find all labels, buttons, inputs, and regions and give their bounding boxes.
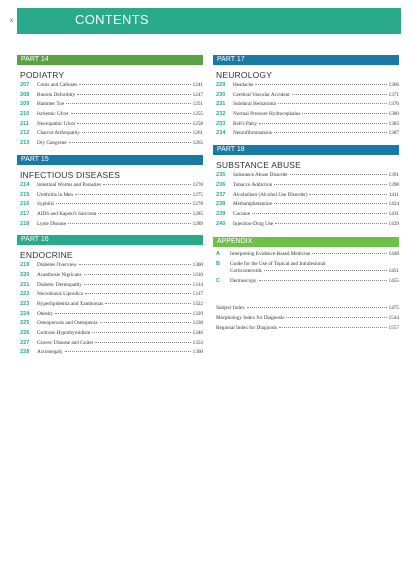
chapter-title: AIDS and Kaposi's Sarcoma bbox=[37, 210, 97, 217]
dot-leader bbox=[105, 303, 190, 304]
part-bar: PART 18 bbox=[213, 145, 399, 155]
dot-leader bbox=[82, 132, 191, 133]
chapter-number: 208 bbox=[20, 91, 30, 98]
section-heading: PODIATRY bbox=[20, 70, 65, 80]
dot-leader bbox=[56, 203, 191, 204]
dot-leader bbox=[79, 264, 191, 265]
page-number: 1387 bbox=[388, 130, 399, 137]
dot-leader bbox=[84, 274, 191, 275]
left-column bbox=[17, 50, 203, 359]
dot-leader bbox=[309, 194, 386, 195]
dot-leader bbox=[65, 351, 191, 352]
page-number: 1411 bbox=[388, 191, 399, 198]
page-number: 1270 bbox=[192, 181, 203, 188]
toc-entry[interactable] bbox=[17, 130, 203, 140]
chapter-number: 235 bbox=[216, 172, 226, 179]
page-number: 1278 bbox=[192, 201, 203, 208]
page-number: 1380 bbox=[388, 111, 399, 118]
dot-leader bbox=[92, 332, 190, 333]
toc-entry[interactable] bbox=[17, 311, 203, 321]
chapter-title: Graves' Disease and Goiter bbox=[37, 339, 94, 346]
page-number: 1251 bbox=[192, 101, 203, 108]
part-section bbox=[17, 55, 203, 150]
page-number: 1371 bbox=[388, 91, 399, 98]
chapter-title: Alcoholism (Alcohol Use Disorder) bbox=[233, 191, 308, 198]
right-column bbox=[213, 50, 399, 335]
chapter-number: 226 bbox=[20, 330, 30, 337]
chapter-title: Necrobiosis Lipoidica bbox=[37, 291, 83, 298]
part-bar: PART 17 bbox=[213, 55, 399, 65]
page-number: 1353 bbox=[192, 339, 203, 346]
page-number: 1424 bbox=[388, 201, 399, 208]
page-number: 1544 bbox=[388, 315, 399, 322]
chapter-title: Syphilis bbox=[37, 201, 55, 208]
chapter-number: 218 bbox=[20, 220, 30, 227]
part-section bbox=[213, 55, 399, 140]
toc-entry[interactable] bbox=[17, 301, 203, 311]
toc-entry[interactable] bbox=[213, 211, 399, 221]
dot-leader bbox=[275, 223, 386, 224]
chapter-number: 234 bbox=[216, 130, 226, 137]
part-section bbox=[17, 155, 203, 230]
appendix-entry[interactable] bbox=[213, 278, 399, 286]
page-number: 1265 bbox=[192, 140, 203, 147]
toc-entry[interactable] bbox=[213, 111, 399, 121]
toc-entry[interactable] bbox=[17, 282, 203, 292]
chapter-title: Hammer Toe bbox=[37, 101, 65, 108]
dot-leader bbox=[103, 184, 191, 185]
chapter-title: Diabetes Overview bbox=[37, 262, 77, 269]
chapter-title: Ischemic Ulcer bbox=[37, 111, 69, 118]
chapter-title: Diabetic Dermopathy bbox=[37, 281, 82, 288]
dot-leader bbox=[247, 307, 387, 308]
page-number: 1317 bbox=[192, 291, 203, 298]
part-bar: PART 14 bbox=[17, 55, 203, 65]
toc-entry[interactable] bbox=[17, 211, 203, 221]
dot-leader bbox=[302, 113, 386, 114]
page-number: 1557 bbox=[388, 325, 399, 332]
part-bar: PART 15 bbox=[17, 155, 203, 165]
chapter-title: Tobacco Addiction bbox=[233, 181, 273, 188]
page-number: 1247 bbox=[192, 91, 203, 98]
toc-entry[interactable] bbox=[17, 101, 203, 111]
dot-leader bbox=[279, 327, 386, 328]
index-entry[interactable] bbox=[213, 325, 399, 335]
toc-entry[interactable] bbox=[213, 121, 399, 131]
chapter-title: Acromegaly bbox=[37, 349, 63, 356]
appendix-body bbox=[230, 251, 399, 259]
page-number: 1285 bbox=[192, 210, 203, 217]
chapter-title: Dry Gangrene bbox=[37, 140, 67, 147]
appendix-body bbox=[230, 261, 399, 276]
section-heading: SUBSTANCE ABUSE bbox=[216, 160, 302, 171]
appendix-line bbox=[230, 251, 399, 259]
chapter-number: 225 bbox=[20, 320, 30, 327]
appendix-title: Interpreting Evidence-Based Medicine bbox=[230, 251, 311, 258]
dot-leader bbox=[75, 194, 191, 195]
index-entry[interactable] bbox=[213, 315, 399, 325]
page-number: x bbox=[10, 18, 13, 24]
chapter-title: Goitrous Hypothyroidism bbox=[37, 330, 91, 337]
page-number: 1391 bbox=[388, 172, 399, 179]
chapter-number: 215 bbox=[20, 191, 30, 198]
toc-entry[interactable] bbox=[213, 82, 399, 92]
appendix-letter: C bbox=[216, 277, 221, 284]
dot-leader bbox=[69, 142, 191, 143]
chapter-number: 213 bbox=[20, 140, 30, 147]
chapter-number: 238 bbox=[216, 201, 226, 208]
appendix-entry[interactable] bbox=[213, 251, 399, 259]
chapter-number: 228 bbox=[20, 349, 30, 356]
appendix-line bbox=[230, 268, 399, 276]
toc-entry[interactable] bbox=[17, 201, 203, 211]
appendix-title: Guide for the Use of Topical and Intralesional bbox=[230, 260, 326, 267]
chapter-title: Bunion Deformity bbox=[37, 91, 76, 98]
page-number: 1366 bbox=[388, 82, 399, 88]
toc-entry[interactable] bbox=[17, 192, 203, 202]
part-section bbox=[213, 145, 399, 230]
chapter-number: 236 bbox=[216, 181, 226, 188]
toc-entry[interactable] bbox=[17, 291, 203, 301]
appendix-entry[interactable] bbox=[213, 261, 399, 276]
toc-entry[interactable] bbox=[17, 111, 203, 121]
appendix-body bbox=[230, 278, 399, 286]
contents-title: CONTENTS bbox=[75, 12, 149, 27]
chapter-title: Lyme Disease bbox=[37, 220, 67, 227]
index-title: Regional Index for Diagnosis bbox=[216, 325, 278, 332]
page-number: 1431 bbox=[388, 210, 399, 217]
dot-leader bbox=[98, 213, 190, 214]
dot-leader bbox=[286, 317, 386, 318]
toc-entry[interactable] bbox=[17, 121, 203, 131]
chapter-title: Obesity bbox=[37, 310, 54, 317]
dot-leader bbox=[100, 322, 191, 323]
page-number: 1322 bbox=[192, 301, 203, 307]
chapter-number: 210 bbox=[20, 111, 30, 118]
page-number: 1383 bbox=[388, 120, 399, 127]
chapter-title: Hyperlipidemia and Xanthomas bbox=[37, 301, 104, 307]
toc-entry[interactable] bbox=[17, 92, 203, 102]
chapter-number: 221 bbox=[20, 281, 30, 288]
dot-leader bbox=[274, 203, 387, 204]
chapter-number: 217 bbox=[20, 210, 30, 217]
toc-entry[interactable] bbox=[213, 172, 399, 182]
appendix-title: Dermoscopy bbox=[230, 277, 257, 284]
dot-leader bbox=[274, 132, 387, 133]
dot-leader bbox=[71, 113, 191, 114]
chapter-number: 209 bbox=[20, 101, 30, 108]
chapter-title: Intestinal Worms and Parasites bbox=[37, 181, 101, 188]
chapter-title: Acanthosis Nigricans bbox=[37, 271, 82, 278]
chapter-title: Methamphetamine bbox=[233, 201, 272, 208]
toc-entry[interactable] bbox=[17, 221, 203, 231]
page-number: 1448 bbox=[388, 251, 399, 258]
page-number: 1300 bbox=[192, 262, 203, 269]
dot-leader bbox=[252, 213, 387, 214]
section-heading: INFECTIOUS DISEASES bbox=[20, 169, 121, 180]
chapter-number: 211 bbox=[20, 120, 30, 127]
dot-leader bbox=[66, 103, 191, 104]
page-number: 1329 bbox=[192, 310, 203, 317]
chapter-number: 231 bbox=[216, 101, 226, 108]
chapter-number: 232 bbox=[216, 111, 226, 118]
index-title: Subject Index bbox=[216, 305, 245, 312]
appendix-title: Corticosteroids bbox=[230, 268, 262, 275]
chapter-title: Corns and Calluses bbox=[37, 82, 78, 88]
toc-entry[interactable] bbox=[213, 92, 399, 102]
page-number: 1241 bbox=[192, 82, 203, 88]
appendix-bar: APPENDIX bbox=[213, 237, 399, 247]
dot-leader bbox=[259, 123, 386, 124]
chapter-title: Subdural Hematoma bbox=[233, 101, 276, 108]
toc-entry[interactable] bbox=[17, 272, 203, 282]
page-number: 1398 bbox=[388, 181, 399, 188]
toc-entry[interactable] bbox=[17, 140, 203, 150]
dot-leader bbox=[259, 280, 387, 281]
dot-leader bbox=[312, 253, 386, 254]
chapter-number: 219 bbox=[20, 262, 30, 269]
chapter-number: 222 bbox=[20, 291, 30, 298]
page-number: 1255 bbox=[192, 111, 203, 118]
toc-entry[interactable] bbox=[17, 330, 203, 340]
toc-entry[interactable] bbox=[17, 262, 203, 272]
page-number: 1314 bbox=[192, 281, 203, 288]
page-number: 1310 bbox=[192, 271, 203, 278]
toc-entry[interactable] bbox=[213, 101, 399, 111]
page-number: 1451 bbox=[388, 268, 399, 275]
chapter-title: Neurofibromatosis bbox=[233, 130, 272, 137]
toc-entry[interactable] bbox=[17, 320, 203, 330]
appendix-letter: A bbox=[216, 251, 221, 258]
appendix-line bbox=[230, 261, 399, 269]
chapter-number: 230 bbox=[216, 91, 226, 98]
page-number: 1439 bbox=[388, 220, 399, 227]
toc-entry[interactable] bbox=[17, 82, 203, 92]
chapter-number: 214 bbox=[20, 181, 30, 188]
toc-entry[interactable] bbox=[213, 130, 399, 140]
chapter-number: 212 bbox=[20, 130, 30, 137]
chapter-title: Bell's Palsy bbox=[233, 120, 258, 127]
section-heading: ENDOCRINE bbox=[20, 250, 73, 261]
toc-entry[interactable] bbox=[213, 182, 399, 192]
chapter-title: Neuropathic Ulcer bbox=[37, 120, 76, 127]
chapter-number: 227 bbox=[20, 339, 30, 346]
page-number: 1338 bbox=[192, 320, 203, 327]
contents-banner bbox=[17, 8, 401, 34]
dot-leader bbox=[290, 174, 387, 175]
chapter-title: Normal Pressure Hydrocephalus bbox=[233, 111, 301, 118]
dot-leader bbox=[264, 270, 387, 271]
toc-entry[interactable] bbox=[213, 192, 399, 202]
dot-leader bbox=[77, 123, 190, 124]
toc-entry[interactable] bbox=[213, 201, 399, 211]
appendix-list bbox=[213, 251, 399, 285]
chapter-title: Cocaine bbox=[233, 210, 250, 217]
chapter-title: Substance Abuse Disorder bbox=[233, 172, 288, 179]
page-number: 1261 bbox=[192, 130, 203, 137]
chapter-number: 216 bbox=[20, 201, 30, 208]
dot-leader bbox=[255, 84, 386, 85]
page-number: 1346 bbox=[192, 330, 203, 337]
chapter-title: Cerebral Vascular Accident bbox=[233, 91, 290, 98]
chapter-title: Charcot Arthropathy bbox=[37, 130, 80, 137]
dot-leader bbox=[55, 313, 190, 314]
toc-entry[interactable] bbox=[17, 349, 203, 359]
dot-leader bbox=[278, 103, 387, 104]
dot-leader bbox=[85, 293, 191, 294]
chapter-number: 239 bbox=[216, 210, 226, 217]
chapter-title: Headache bbox=[233, 82, 254, 88]
appendix-letter: B bbox=[216, 260, 221, 267]
spacer bbox=[213, 287, 399, 305]
chapter-number: 240 bbox=[216, 220, 226, 227]
toc-entry[interactable] bbox=[17, 182, 203, 192]
chapter-number: 223 bbox=[20, 301, 30, 307]
index-entry[interactable] bbox=[213, 305, 399, 315]
dot-leader bbox=[292, 94, 387, 95]
chapter-number: 229 bbox=[216, 82, 226, 88]
section-heading: NEUROLOGY bbox=[216, 70, 273, 80]
page-number: 1289 bbox=[192, 220, 203, 227]
dot-leader bbox=[95, 342, 190, 343]
chapter-title: Osteoporosis and Osteopenia bbox=[37, 320, 98, 327]
page-number: 1455 bbox=[388, 277, 399, 284]
chapter-title: Urethritis in Men bbox=[37, 191, 74, 198]
chapter-number: 224 bbox=[20, 310, 30, 317]
index-title: Morphology Index for Diagnosis bbox=[216, 315, 285, 322]
chapter-number: 207 bbox=[20, 82, 30, 88]
toc-entry[interactable] bbox=[213, 221, 399, 231]
page-number: 1475 bbox=[388, 305, 399, 312]
part-section bbox=[17, 235, 203, 359]
page-number: 1376 bbox=[388, 101, 399, 108]
dot-leader bbox=[84, 284, 191, 285]
toc-entry[interactable] bbox=[17, 340, 203, 350]
page-number: 1360 bbox=[192, 349, 203, 356]
chapter-number: 233 bbox=[216, 120, 226, 127]
chapter-number: 237 bbox=[216, 191, 226, 198]
page-number: 1275 bbox=[192, 191, 203, 198]
chapter-title: Injection-Drug Use bbox=[233, 220, 274, 227]
part-bar: PART 16 bbox=[17, 235, 203, 245]
appendix-line bbox=[230, 278, 399, 286]
dot-leader bbox=[79, 84, 191, 85]
chapter-number: 220 bbox=[20, 271, 30, 278]
page-number: 1258 bbox=[192, 120, 203, 127]
dot-leader bbox=[77, 94, 190, 95]
dot-leader bbox=[274, 184, 386, 185]
dot-leader bbox=[68, 223, 190, 224]
